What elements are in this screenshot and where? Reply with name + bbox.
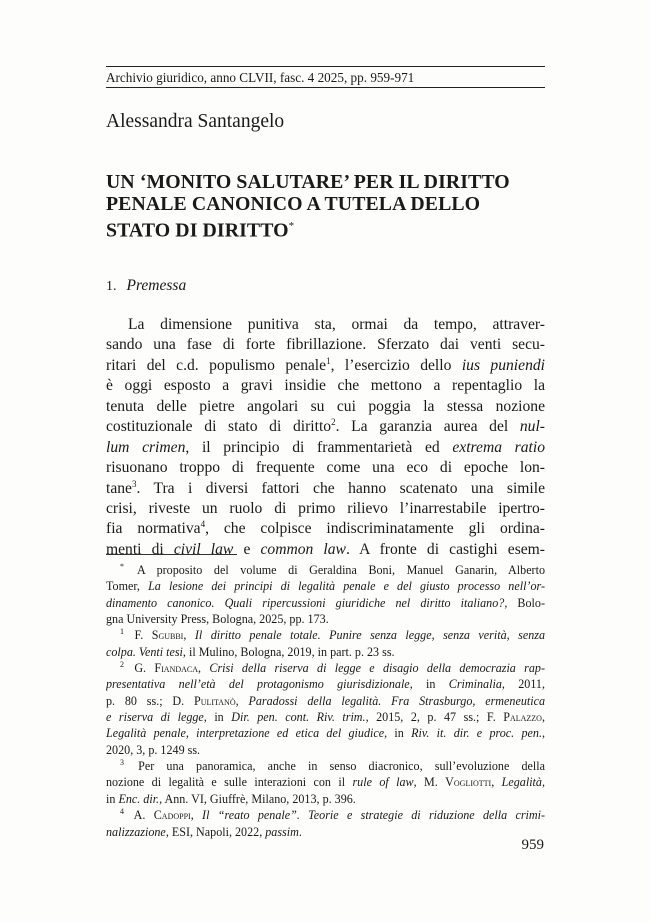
text-run: costituzionale di stato di diritto [106, 418, 332, 436]
text-run: , che colpisce indiscriminatamente gli ordina- [205, 520, 545, 538]
footnote-line [106, 725, 545, 741]
italic-run: Legalità penale, interpretazione ed etica del giudice [106, 726, 385, 741]
italic-run: nul- [519, 418, 545, 436]
body-line [106, 438, 545, 458]
italic-run: presentativa nell’età del protagonismo giurisdizionale [106, 677, 410, 692]
body-line: tenuta delle pietre angolari su cui poggia la stessa nozione [106, 397, 545, 415]
footnote-line [106, 562, 545, 578]
footnote-marker: 3 [120, 758, 124, 768]
footnote-line [106, 774, 545, 790]
footnote-line [106, 676, 545, 692]
text-run: , Bolo- [504, 595, 545, 610]
text-run: G. [134, 661, 155, 676]
footnote-line [106, 807, 545, 823]
text-run: , in [409, 677, 449, 692]
author-smallcaps: Fiandaca [154, 661, 199, 676]
text-run: . A fronte di castighi esem- [345, 540, 545, 558]
italic-run: Crisi della riserva di legge e disagio della democrazia rap- [209, 661, 545, 676]
section-title: Premessa [126, 277, 187, 294]
text-run: , [183, 628, 195, 643]
text-run: , in [203, 710, 232, 725]
italic-run: ius puniendi [461, 356, 545, 374]
footnote-marker: * [120, 562, 124, 571]
text-run: Per una panoramica, anche in senso diacronico, sull’evoluzione della [138, 759, 545, 774]
italic-run: rule of law [352, 775, 414, 790]
footnote-ref[interactable]: 3 [131, 478, 137, 489]
author-smallcaps: Palazzo [503, 710, 542, 725]
body-text [106, 315, 545, 560]
text-run: A proposito del volume di Geraldina Boni, Manuel Ganarin, Alberto [136, 563, 545, 577]
body-line: risuonano troppo di frequente come una eco di epoche lon- [106, 459, 545, 477]
body-line [106, 479, 545, 499]
page-number: 959 [521, 837, 544, 853]
text-run: , [541, 775, 545, 790]
text-run: , 2015, 2, p. 47 ss.; F. [365, 710, 504, 725]
italic-run: Legalità [501, 775, 542, 790]
italic-run: civil law [173, 540, 234, 558]
text-run: , M. [413, 775, 446, 790]
text-run: p. 80 ss.; D. [106, 693, 194, 708]
author-name: Alessandra Santangelo [106, 111, 285, 132]
italic-run: common law [260, 540, 346, 558]
footnote-ref[interactable]: 4 [200, 519, 206, 530]
title-line-text: STATO DI DIRITTO [106, 219, 289, 242]
body-line [106, 356, 545, 376]
body-line: crisi, riveste un ruolo di primo rilievo l’inarrestabile ipertro- [106, 499, 545, 517]
text-run: , [235, 693, 249, 708]
body-line [106, 540, 545, 560]
text-run: . Tra i diversi fattori che hanno scatenato una simile [136, 479, 545, 497]
text-run: fia normativa [106, 520, 201, 538]
text-run: , [541, 710, 545, 725]
footnote-line: gna University Press, Bologna, 2025, pp. 173. [106, 612, 329, 627]
italic-run: Il diritto penale totale. Punire senza legge, senza verità, senza [194, 628, 545, 643]
text-run: , in [384, 726, 412, 741]
footnote-line [106, 709, 545, 725]
text-run: , [198, 661, 210, 676]
text-run: , 2011, [501, 677, 545, 692]
footnote-line [106, 758, 545, 774]
text-run: in [106, 791, 119, 806]
author-smallcaps: Cadoppi [153, 808, 191, 823]
body-line: è oggi esposto a gravi insidie che mettono a repentaglio la [106, 377, 545, 395]
text-run: , l’esercizio dello [330, 356, 462, 374]
footnote-separator [106, 554, 237, 555]
italic-run: Criminalia [448, 677, 502, 692]
section-heading [106, 276, 186, 297]
italic-run: dinamento canonico. Quali ripercussioni giuridiche nel diritto italiano? [106, 595, 505, 610]
author-smallcaps: Vogliotti [445, 775, 492, 790]
footnote-line [106, 824, 545, 840]
footnote-line [106, 627, 545, 643]
italic-run: colpa. Venti tesi [106, 644, 183, 659]
text-run: F. [134, 628, 152, 643]
title-line: UN ‘MONITO SALUTARE’ PER IL DIRITTO [106, 171, 510, 193]
italic-run: Il “reato penale”. Teorie e strategie di riduzione della crimi- [202, 808, 545, 823]
footnote-marker: 2 [120, 660, 124, 670]
italic-run: Riv. it. dir. e proc. pen. [411, 726, 542, 741]
text-run: , il Mulino, Bologna, 2019, in part. p. 23 ss. [182, 644, 395, 659]
footnote-line [106, 595, 545, 611]
italic-run: extrema ratio [452, 438, 545, 456]
italic-run: e riserva di legge [106, 710, 204, 725]
body-line [106, 417, 545, 437]
italic-run: lum crimen [106, 438, 186, 456]
title-line [106, 215, 545, 242]
text-run: Tomer, [106, 579, 149, 594]
title-footnote-marker: * [288, 220, 295, 232]
footnote-line [106, 644, 545, 660]
text-run: , [541, 726, 545, 741]
footnote-ref[interactable]: 1 [326, 355, 331, 366]
text-run: . La garanzia aurea del [335, 418, 520, 436]
footnote-line: 2020, 3, p. 1249 ss. [106, 742, 201, 757]
footnote-marker: 4 [120, 807, 124, 817]
text-run: e [233, 540, 261, 558]
text-run: tane [106, 479, 132, 497]
section-number: 1. [106, 279, 117, 294]
text-run: , [491, 775, 502, 790]
italic-run: Paradossi della legalità. Fra Strasburgo, ermeneutica [248, 693, 545, 708]
footnote-marker: 1 [120, 627, 124, 637]
text-run: , Ann. VI, Giuffrè, Milano, 2013, p. 396. [159, 791, 356, 806]
footnote-line [106, 660, 545, 676]
italic-run: Dir. pen. cont. Riv. trim. [231, 710, 366, 725]
footnote-ref[interactable]: 2 [331, 417, 336, 427]
text-run: A. [133, 808, 154, 823]
text-run: . [298, 824, 302, 839]
text-run: menti di [106, 540, 174, 558]
running-head: Archivio giuridico, anno CLVII, fasc. 4 2025, pp. 959-971 [106, 70, 415, 85]
italic-run: La lesione dei principi di legalità penale e del giusto processo nell’or- [148, 579, 545, 594]
footnote-line [106, 693, 545, 709]
body-line [106, 519, 545, 539]
footnote-line [106, 578, 545, 594]
body-line: sando una fase di forte fibrillazione. Sferzato dai venti secu- [106, 336, 545, 354]
text-run: ritari del c.d. populismo penale [106, 356, 327, 374]
text-run: , il principio di frammentarietà ed [185, 438, 453, 456]
italic-run: nalizzazione [106, 824, 166, 839]
italic-run: Enc. dir. [118, 791, 160, 806]
author-smallcaps: Sgubbi [151, 628, 184, 643]
text-run: nozione di legalità e sulle interazioni con il [106, 775, 353, 790]
footnote-line [106, 791, 545, 807]
text-run: , ESI, Napoli, 2022, [165, 824, 266, 839]
header-rule-top [106, 66, 545, 67]
footnotes [106, 562, 545, 840]
header-rule-bottom [106, 87, 545, 88]
italic-run: passim [265, 824, 299, 839]
author-smallcaps: Pulitanò [193, 693, 236, 708]
body-line: La dimensione punitiva sta, ormai da tempo, attraver- [128, 316, 545, 333]
text-run: , [190, 808, 203, 823]
article-title [106, 171, 545, 242]
title-line: PENALE CANONICO A TUTELA DELLO [106, 193, 481, 215]
